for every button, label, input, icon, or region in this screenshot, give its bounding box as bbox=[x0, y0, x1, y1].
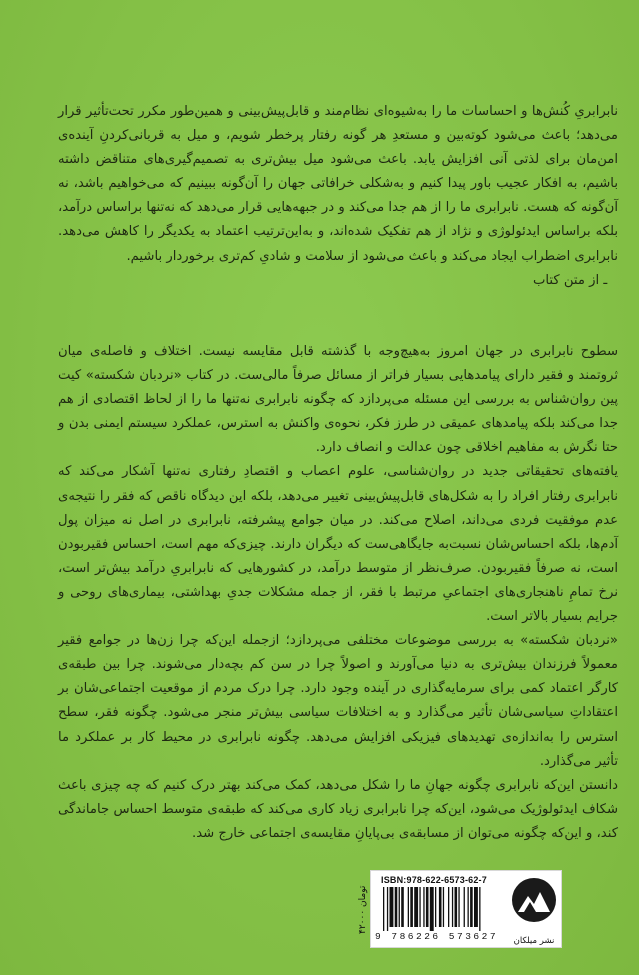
barcode-bar bbox=[383, 887, 384, 931]
description-block bbox=[58, 340, 618, 846]
barcode-bar bbox=[439, 887, 442, 927]
barcode-bar bbox=[408, 887, 409, 927]
barcode-bar bbox=[448, 887, 449, 927]
barcode-bar bbox=[430, 887, 434, 931]
barcode-bar bbox=[464, 887, 465, 927]
price-label: ۴۲۰۰۰ تومان bbox=[358, 885, 368, 935]
barcode-bar bbox=[387, 887, 388, 931]
barcode-bar bbox=[390, 887, 394, 927]
barcode-bar bbox=[458, 887, 459, 927]
barcode-bar bbox=[470, 887, 473, 927]
barcode-bar bbox=[401, 887, 404, 927]
quote-block bbox=[58, 100, 618, 293]
publisher-name: نشر میلکان bbox=[513, 936, 555, 946]
barcode-bar bbox=[452, 887, 453, 927]
publisher-logo-icon bbox=[510, 876, 558, 934]
description-paragraph: یافته‌های تحقیقاتی جدید در روان‌شناسی، علوم اعصاب و اقتصادِ رفتاری نه‌تنها آشکار می‌کند که نابرابری رفتار افراد را به شکل‌های قابل‌پیش‌بینی تغییر می‌دهد، بلکه این دیدگاه ناقص که فقر را نتیجه‌ی عدم موفقیت فردی می‌داند، اصلاح می‌کند. در میان جوامع پیشرفته، نابرابری در اصل نه میزان پول آدم‌ها، بلکه احساس‌شان نسبت‌به جایگاهی‌ست که دیگران دارند. چیزی‌که مهم است، احساس فقیربودن است، نه صرفاً فقیربودن. صرف‌نظر از متوسط درآمد، در کشورهایی که نابرابریِ درآمد بیش‌تر است، نرخ تمامِ ناهنجاری‌های اجتماعیِ مرتبط با فقر، از جمله مشکلات جدیِ بهداشتی، بیماری‌های روحی و جرایم بسیار بالاتر است. bbox=[58, 464, 618, 625]
barcode-bar bbox=[399, 887, 400, 927]
barcode-bar bbox=[410, 887, 413, 927]
quote-text: نابرابریِ کُنش‌ها و احساسات ما را به‌شیوه‌ای نظام‌مند و قابل‌پیش‌بینی و همین‌طور مکرر تحت‌تأثیر قرار می‌دهد؛ باعث می‌شود کوته‌بین و مستعدِ هر گونه رفتار پرخطر شویم، و میل به قربانی‌کردنِ آینده‌ی امن‌مان برای لذتی آنی افزایش یابد. باعث می‌شود میل بیش‌تری به تصمیم‌گیری‌های متناقض داشته باشیم، به افکار عجیب باور پیدا کنیم و به‌شکلی خرافاتی جهان را آن‌گونه ببینیم که می‌خواهیم باشد، نه آن‌گونه که هست. نابرابری ما را از هم جدا می‌کند و در جبهه‌هایی قرار می‌دهد که نه‌تنها براساس درآمد، بلکه براساس ایدئولوژی و نژاد از هم تفکیک شده‌اند، و به‌این‌ترتیب اعتماد به یکدیگر را کاهش می‌دهد. نابرابری اضطراب ایجاد می‌کند و باعث می‌شود از سلامت و شادیِ کم‌تری برخوردار باشیم. bbox=[58, 104, 618, 264]
barcode-bar bbox=[455, 887, 458, 927]
description-paragraph: «نردبان شکسته» به بررسی موضوعات مختلفی می‌پردازد؛ از‌جمله این‌که چرا زن‌ها در جوامع فقیر معمولاً فرزندان بیش‌تری به دنیا می‌آورند و اصولاً چرا در سن کم بچه‌دار می‌شوند. چرا بین طبقه‌ی کارگر اعتماد کمی برای سرمایه‌گذاری در آینده وجود دارد. چرا درک مردم از موقعیت اجتماعی‌شان بر اعتقاداتِ سیاسی‌شان تأثیر می‌گذارد و به اختلافات سیاسی بیش‌تر منجر می‌شود. چگونه فقر، سطح استرس را به‌اندازه‌ی تهدیدهای فیزیکی افزایش می‌دهد. چگونه نابرابری در محیط کار بر عملکرد ما تأثیر می‌گذارد. bbox=[58, 633, 618, 769]
isbn-label: ISBN:978-622-6573-62-7 bbox=[381, 875, 487, 885]
barcode-number: 9 786226 573627 bbox=[375, 931, 499, 942]
barcode-bar bbox=[474, 887, 478, 927]
quote-attribution-row bbox=[58, 269, 618, 293]
barcode-bar bbox=[468, 887, 469, 927]
quote-attribution: ـ از متن کتاب bbox=[533, 272, 608, 288]
barcode-bar bbox=[435, 887, 436, 927]
barcode-bar bbox=[479, 887, 480, 931]
barcode-bar bbox=[419, 887, 420, 927]
description-paragraph: دانستن این‌که نابرابری چگونه جهانِ ما را شکل می‌دهد، کمک می‌کند بهتر درک کنیم که چه چیزی باعث شکاف ایدئولوژیک می‌شود، این‌که چرا نابرابری زیاد کاری می‌کند که طبقه‌ی متوسط احساس جاماندگی کند، و این‌که چگونه می‌توان از مسابقه‌ی بی‌پایانِ مقایسه‌ی اجتماعی خارج شد. bbox=[58, 777, 618, 841]
description-paragraph: سطوح نابرابری در جهان امروز به‌هیچ‌وجه با گذشته قابل مقایسه نیست. اختلاف و فاصله‌ی میان ثروتمند و فقیر دارای پیامدهایی بسیار فراتر از مسائل صرفاً مالی‌ست. در کتاب «نردبان شکسته» کیت پین روان‌شناس به بررسی این مسئله می‌پردازد که چگونه نابرابری نه‌تنها ما را از لحاظ اقتصادی از هم جدا می‌کند بلکه پیامدهای عمیقی در طرز فکر، نحوه‌ی واکنش به استرس، عملکرد سیستم ایمنی بدن و حتا نگرش به مفاهیم اخلاقی چون عدالت و انصاف دارد. bbox=[58, 344, 618, 456]
barcode-bar bbox=[414, 887, 418, 927]
barcode-bar bbox=[395, 887, 398, 927]
barcode-bar bbox=[423, 887, 424, 927]
barcode-bar bbox=[426, 887, 429, 927]
barcode-bar bbox=[443, 887, 444, 927]
